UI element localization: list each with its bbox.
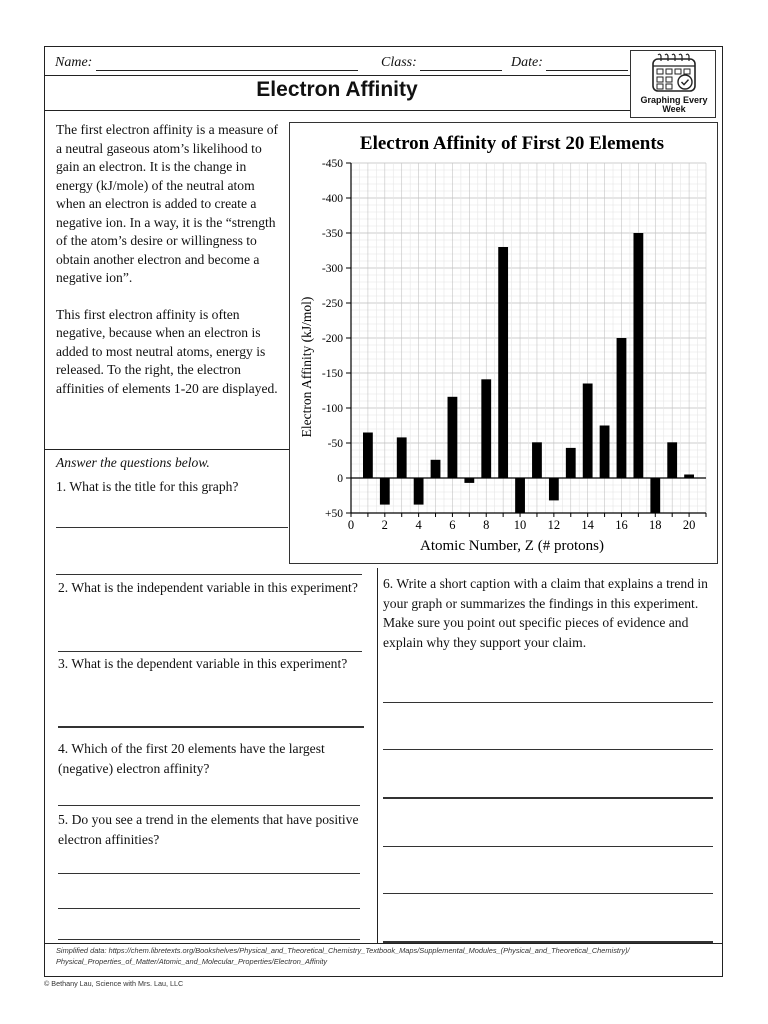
title-divider <box>45 110 630 111</box>
x-tick-label: 2 <box>381 518 388 532</box>
question-1: 1. What is the title for this graph? <box>56 479 239 494</box>
y-tick-label: -400 <box>321 193 343 205</box>
date-label: Date: <box>511 55 543 70</box>
x-tick-label: 14 <box>581 518 594 532</box>
credit-divider <box>45 943 722 944</box>
bar-element-11 <box>532 442 542 478</box>
y-tick-label: -250 <box>321 298 343 310</box>
bar-element-12 <box>549 478 559 500</box>
answer-instructions: Answer the questions below. <box>56 455 210 470</box>
x-tick-label: 16 <box>615 518 628 532</box>
answer-line-q1-a[interactable] <box>56 527 288 528</box>
credit-line-1: Simplified data: https://chem.libretexts.org/Bookshelves/Physical_and_Theoretical_Chemistry_Textbook_Maps/Supplemental_Modules_(Physical_and_Theoretical_Chemistry)/ <box>56 946 630 955</box>
question-6: 6. Write a short caption with a claim that explains a trend in your graph or summarizes the findings in this experiment. Make sure you point out specific pieces of evidence and explain why they support your claim. <box>383 576 708 650</box>
answer-line-q4[interactable] <box>58 805 360 806</box>
bar-element-1 <box>363 433 373 479</box>
bar-element-4 <box>414 478 424 505</box>
answer-line-q5-b[interactable] <box>58 908 360 909</box>
intro-text <box>56 121 280 416</box>
name-field[interactable] <box>55 55 358 71</box>
logo-caption-line1: Graphing Every <box>640 95 708 105</box>
answer-line-q6-c[interactable] <box>383 797 713 799</box>
column-divider <box>377 568 378 944</box>
class-blank[interactable] <box>420 58 502 71</box>
intro-divider <box>45 449 290 450</box>
bar-element-9 <box>498 247 508 478</box>
bar-element-8 <box>481 379 491 478</box>
intro-paragraph-1: The first electron affinity is a measure of a neutral gaseous atom’s likelihood to gain an electron. It is the change in energy (kJ/mole) of the neutral atom when an electron is added to create a negative ion. In a way, it is the “strength of the atom’s desire or willingness to obtain another electron and become a negative ion”. <box>56 122 279 285</box>
bar-element-13 <box>566 448 576 478</box>
bar-element-3 <box>397 437 407 478</box>
bar-element-17 <box>633 233 643 478</box>
bar-element-6 <box>448 397 458 478</box>
y-tick-label: -200 <box>321 333 343 345</box>
bar-element-18 <box>650 478 660 513</box>
question-5: 5. Do you see a trend in the elements that have positive electron affinities? <box>58 812 359 847</box>
data-source-credit <box>56 946 716 967</box>
bar-element-19 <box>667 442 677 478</box>
date-field[interactable] <box>511 55 628 71</box>
bar-element-16 <box>617 338 627 478</box>
chart-title: Electron Affinity of First 20 Elements <box>359 133 665 154</box>
answer-line-q6-a[interactable] <box>383 702 713 703</box>
x-tick-labels <box>348 518 695 532</box>
y-axis-label: Electron Affinity (kJ/mol) <box>299 296 314 438</box>
y-tick-label: -50 <box>327 438 343 450</box>
bar-element-2 <box>380 478 390 505</box>
bar-element-14 <box>583 384 593 479</box>
name-blank[interactable] <box>96 58 358 71</box>
y-tick-label: -350 <box>321 228 343 240</box>
class-field[interactable] <box>381 55 502 71</box>
y-tick-labels <box>322 158 343 520</box>
answer-line-q1-b[interactable] <box>56 574 362 575</box>
logo-caption-line2: Week <box>662 104 686 114</box>
x-tick-label: 4 <box>415 518 422 532</box>
answer-line-q6-e[interactable] <box>383 893 713 894</box>
intro-paragraph-2: This first electron affinity is often negative, because when an electron is added to most neutral atoms, energy is released. To the right, the electron affinities of elements 1-20 are displayed. <box>56 306 278 396</box>
credit-line-2: Physical_Properties_of_Matter/Atomic_and_Molecular_Properties/Electron_Affinity <box>56 956 328 966</box>
y-tick-label: -300 <box>321 263 343 275</box>
calendar-check-icon <box>631 51 717 97</box>
answer-line-q3[interactable] <box>58 726 364 728</box>
bar-element-10 <box>515 478 525 513</box>
electron-affinity-chart <box>290 123 717 563</box>
name-label: Name: <box>55 55 93 70</box>
bar-element-7 <box>464 478 474 483</box>
y-tick-label: +50 <box>325 508 343 520</box>
question-4: 4. Which of the first 20 elements have the largest (negative) electron affinity? <box>58 741 325 776</box>
x-tick-label: 20 <box>682 518 696 532</box>
y-tick-label: -150 <box>321 368 343 380</box>
question-3: 3. What is the dependent variable in this experiment? <box>58 656 348 671</box>
logo-caption <box>631 96 717 114</box>
answer-line-q5-c[interactable] <box>58 939 360 940</box>
x-axis-label: Atomic Number, Z (# protons) <box>420 538 604 554</box>
class-label: Class: <box>381 55 417 70</box>
y-tick-label: 0 <box>337 473 343 485</box>
chart-container <box>289 122 718 564</box>
graphing-every-week-logo <box>630 50 716 118</box>
x-tick-label: 10 <box>513 518 527 532</box>
answer-line-q2[interactable] <box>58 651 362 652</box>
x-tick-label: 6 <box>449 518 456 532</box>
answer-line-q5-a[interactable] <box>58 873 360 874</box>
bar-element-5 <box>431 460 441 478</box>
header-row <box>45 47 722 75</box>
x-tick-label: 8 <box>483 518 490 532</box>
x-tick-label: 12 <box>547 518 561 532</box>
x-tick-label: 18 <box>649 518 662 532</box>
y-tick-label: -100 <box>321 403 343 415</box>
page-title: Electron Affinity <box>256 78 418 101</box>
header-divider <box>45 75 630 76</box>
bar-element-15 <box>600 426 610 479</box>
question-2: 2. What is the independent variable in this experiment? <box>58 580 358 595</box>
copyright-notice: © Bethany Lau, Science with Mrs. Lau, LLC <box>44 979 184 988</box>
y-tick-label: -450 <box>321 158 343 170</box>
date-blank[interactable] <box>546 58 628 71</box>
x-tick-label: 0 <box>347 518 355 532</box>
answer-line-q6-b[interactable] <box>383 749 713 750</box>
answer-line-q6-d[interactable] <box>383 846 713 847</box>
